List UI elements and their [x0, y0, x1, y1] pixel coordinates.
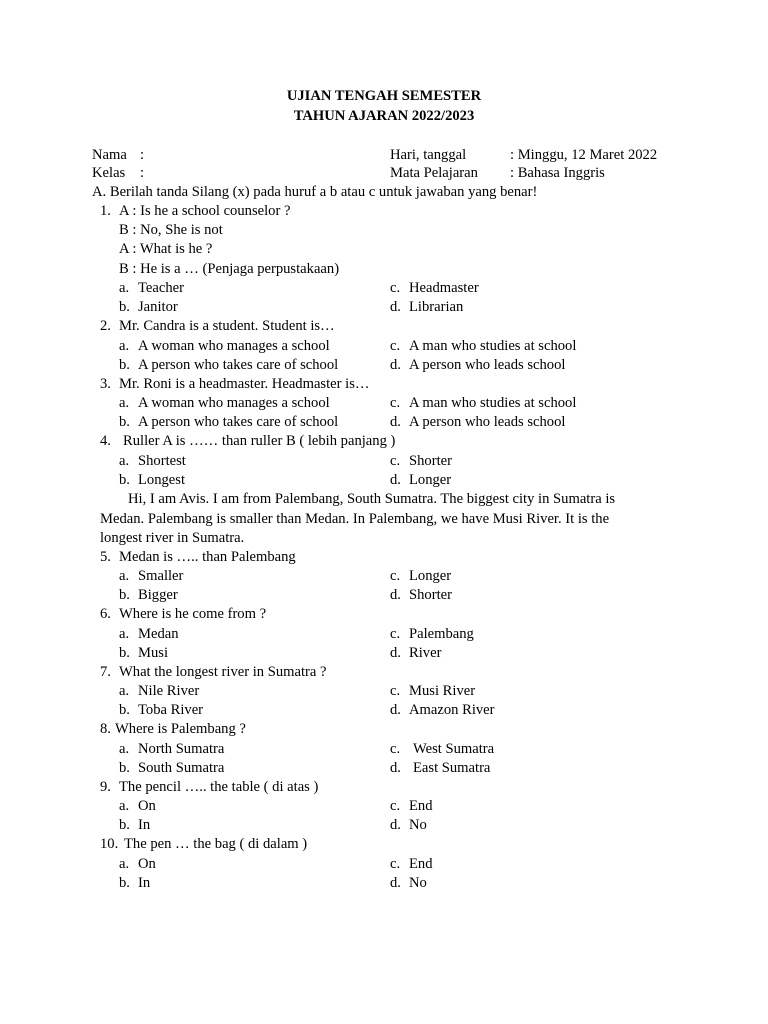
option-c[interactable]: [390, 740, 494, 759]
nama-colon: :: [140, 147, 145, 163]
kelas-colon: :: [140, 165, 145, 181]
question-text: The pen … the bag ( di dalam ): [124, 836, 308, 852]
option-text: A person who leads school: [409, 414, 566, 430]
option-c[interactable]: [390, 797, 433, 816]
option-text: A man who studies at school: [409, 338, 577, 354]
option-text: Shortest: [138, 453, 186, 469]
option-a[interactable]: [119, 279, 184, 298]
question-number: 10.: [100, 836, 119, 852]
option-text: Bigger: [138, 587, 178, 603]
option-text: Shorter: [409, 587, 452, 603]
option-text: A woman who manages a school: [138, 395, 330, 411]
hari-label: Hari, tanggal: [390, 147, 467, 163]
option-b[interactable]: [119, 874, 150, 893]
option-letter: d.: [390, 414, 401, 430]
option-letter: b.: [119, 587, 130, 603]
passage-line: Medan. Palembang is smaller than Medan. In Palembang, we have Musi River. It is the: [100, 511, 610, 527]
option-letter: b.: [119, 760, 130, 776]
option-text: In: [138, 817, 151, 833]
option-letter: d.: [390, 587, 401, 603]
option-text: Medan: [138, 626, 179, 642]
question-number: 5.: [100, 549, 111, 565]
option-letter: a.: [119, 741, 130, 757]
option-text: West Sumatra: [413, 741, 495, 757]
option-text: Headmaster: [409, 280, 479, 296]
option-text: South Sumatra: [138, 760, 225, 776]
option-c[interactable]: [390, 452, 452, 471]
option-text: Toba River: [138, 702, 204, 718]
option-text: Nile River: [138, 683, 200, 699]
option-text: Amazon River: [409, 702, 495, 718]
option-b[interactable]: [119, 701, 203, 720]
option-letter: c.: [390, 568, 401, 584]
option-text: River: [409, 645, 442, 661]
passage-line: longest river in Sumatra.: [100, 530, 245, 546]
option-d[interactable]: [390, 413, 565, 432]
option-letter: c.: [390, 683, 401, 699]
option-text: A person who leads school: [409, 357, 566, 373]
question-text: Mr. Roni is a headmaster. Headmaster is…: [119, 376, 370, 392]
option-letter: d.: [390, 472, 401, 488]
option-letter: a.: [119, 338, 130, 354]
option-text: Shorter: [409, 453, 452, 469]
option-letter: b.: [119, 299, 130, 315]
option-text: Smaller: [138, 568, 184, 584]
dialog-line: B : He is a … (Penjaga perpustakaan): [119, 261, 340, 277]
option-letter: d.: [390, 299, 401, 315]
option-letter: a.: [119, 856, 130, 872]
option-letter: c.: [390, 626, 401, 642]
question-number: 1.: [100, 203, 111, 219]
option-c[interactable]: [390, 567, 451, 586]
option-text: No: [409, 875, 427, 891]
option-letter: c.: [390, 741, 401, 757]
question-text: Where is Palembang ?: [115, 721, 246, 737]
option-text: Palembang: [409, 626, 474, 642]
option-d[interactable]: [390, 816, 427, 835]
option-letter: c.: [390, 280, 401, 296]
option-d[interactable]: [390, 644, 441, 663]
option-d[interactable]: [390, 471, 451, 490]
option-letter: d.: [390, 760, 401, 776]
option-text: Musi: [138, 645, 169, 661]
option-letter: b.: [119, 645, 130, 661]
option-letter: a.: [119, 395, 130, 411]
option-a[interactable]: [119, 797, 156, 816]
option-letter: b.: [119, 472, 130, 488]
option-letter: d.: [390, 817, 401, 833]
option-text: A person who takes care of school: [138, 357, 339, 373]
option-a[interactable]: [119, 855, 156, 874]
option-d[interactable]: [390, 356, 565, 375]
question-number: 4.: [100, 433, 111, 449]
option-c[interactable]: [390, 279, 479, 298]
question-text: The pencil ….. the table ( di atas ): [119, 779, 319, 795]
option-text: Librarian: [409, 299, 464, 315]
dialog-line: A : What is he ?: [119, 241, 213, 257]
option-a[interactable]: [119, 740, 224, 759]
mapel-value: : Bahasa Inggris: [510, 165, 605, 181]
question-text: Mr. Candra is a student. Student is…: [119, 318, 335, 334]
option-b[interactable]: [119, 759, 224, 778]
option-d[interactable]: [390, 759, 490, 778]
question-text: What the longest river in Sumatra ?: [119, 664, 327, 680]
option-letter: d.: [390, 875, 401, 891]
option-a[interactable]: [119, 337, 330, 356]
option-text: Janitor: [138, 299, 178, 315]
option-letter: c.: [390, 453, 401, 469]
option-d[interactable]: [390, 586, 452, 605]
option-d[interactable]: [390, 874, 427, 893]
option-text: On: [138, 798, 156, 814]
option-c[interactable]: [390, 682, 475, 701]
option-text: A man who studies at school: [409, 395, 577, 411]
question-text: Ruller A is …… than ruller B ( lebih panjang ): [123, 433, 396, 449]
option-b[interactable]: [119, 816, 150, 835]
option-a[interactable]: [119, 625, 179, 644]
option-text: In: [138, 875, 151, 891]
option-text: North Sumatra: [138, 741, 225, 757]
dialog-line: B : No, She is not: [119, 222, 223, 238]
mapel-label: Mata Pelajaran: [390, 165, 478, 181]
option-b[interactable]: [119, 586, 178, 605]
option-b[interactable]: [119, 298, 178, 317]
option-c[interactable]: [390, 337, 576, 356]
option-text: Longer: [409, 472, 452, 488]
option-text: A person who takes care of school: [138, 414, 339, 430]
option-letter: b.: [119, 414, 130, 430]
instruction: A. Berilah tanda Silang (x) pada huruf a b atau c untuk jawaban yang benar!: [92, 184, 538, 200]
option-text: A woman who manages a school: [138, 338, 330, 354]
option-c[interactable]: [390, 855, 433, 874]
option-letter: a.: [119, 626, 130, 642]
option-b[interactable]: [119, 471, 185, 490]
option-letter: b.: [119, 817, 130, 833]
option-letter: a.: [119, 683, 130, 699]
option-text: On: [138, 856, 156, 872]
passage-line: Hi, I am Avis. I am from Palembang, South Sumatra. The biggest city in Sumatra is: [128, 491, 616, 507]
option-letter: a.: [119, 798, 130, 814]
dialog-line: A : Is he a school counselor ?: [119, 203, 291, 219]
kelas-label: Kelas: [92, 165, 126, 181]
question-number: 6.: [100, 606, 111, 622]
option-a[interactable]: [119, 567, 183, 586]
option-c[interactable]: [390, 625, 474, 644]
option-a[interactable]: [119, 394, 330, 413]
option-letter: c.: [390, 338, 401, 354]
option-b[interactable]: [119, 644, 168, 663]
option-text: Teacher: [138, 280, 184, 296]
option-b[interactable]: [119, 413, 338, 432]
option-letter: b.: [119, 875, 130, 891]
option-letter: c.: [390, 798, 401, 814]
option-letter: d.: [390, 357, 401, 373]
option-letter: b.: [119, 702, 130, 718]
option-text: End: [409, 798, 433, 814]
exam-title-line2: TAHUN AJARAN 2022/2023: [293, 108, 475, 124]
option-letter: c.: [390, 856, 401, 872]
hari-value: : Minggu, 12 Maret 2022: [510, 147, 658, 163]
question-number: 3.: [100, 376, 111, 392]
nama-label: Nama: [92, 147, 127, 163]
option-letter: b.: [119, 357, 130, 373]
option-text: Longest: [138, 472, 186, 488]
question-text: Where is he come from ?: [119, 606, 267, 622]
option-letter: d.: [390, 702, 401, 718]
option-c[interactable]: [390, 394, 576, 413]
question-number: 9.: [100, 779, 111, 795]
option-text: End: [409, 856, 433, 872]
question-number: 8.: [100, 721, 111, 737]
option-text: No: [409, 817, 427, 833]
option-d[interactable]: [390, 298, 463, 317]
option-d[interactable]: [390, 701, 495, 720]
question-text: Medan is ….. than Palembang: [119, 549, 296, 565]
question-number: 2.: [100, 318, 111, 334]
option-text: East Sumatra: [413, 760, 491, 776]
option-a[interactable]: [119, 682, 199, 701]
option-a[interactable]: [119, 452, 186, 471]
option-text: Longer: [409, 568, 452, 584]
option-letter: d.: [390, 645, 401, 661]
option-letter: a.: [119, 568, 130, 584]
question-number: 7.: [100, 664, 111, 680]
option-text: Musi River: [409, 683, 476, 699]
option-letter: c.: [390, 395, 401, 411]
option-letter: a.: [119, 453, 130, 469]
option-b[interactable]: [119, 356, 338, 375]
exam-title-line1: UJIAN TENGAH SEMESTER: [286, 88, 482, 104]
option-letter: a.: [119, 280, 130, 296]
